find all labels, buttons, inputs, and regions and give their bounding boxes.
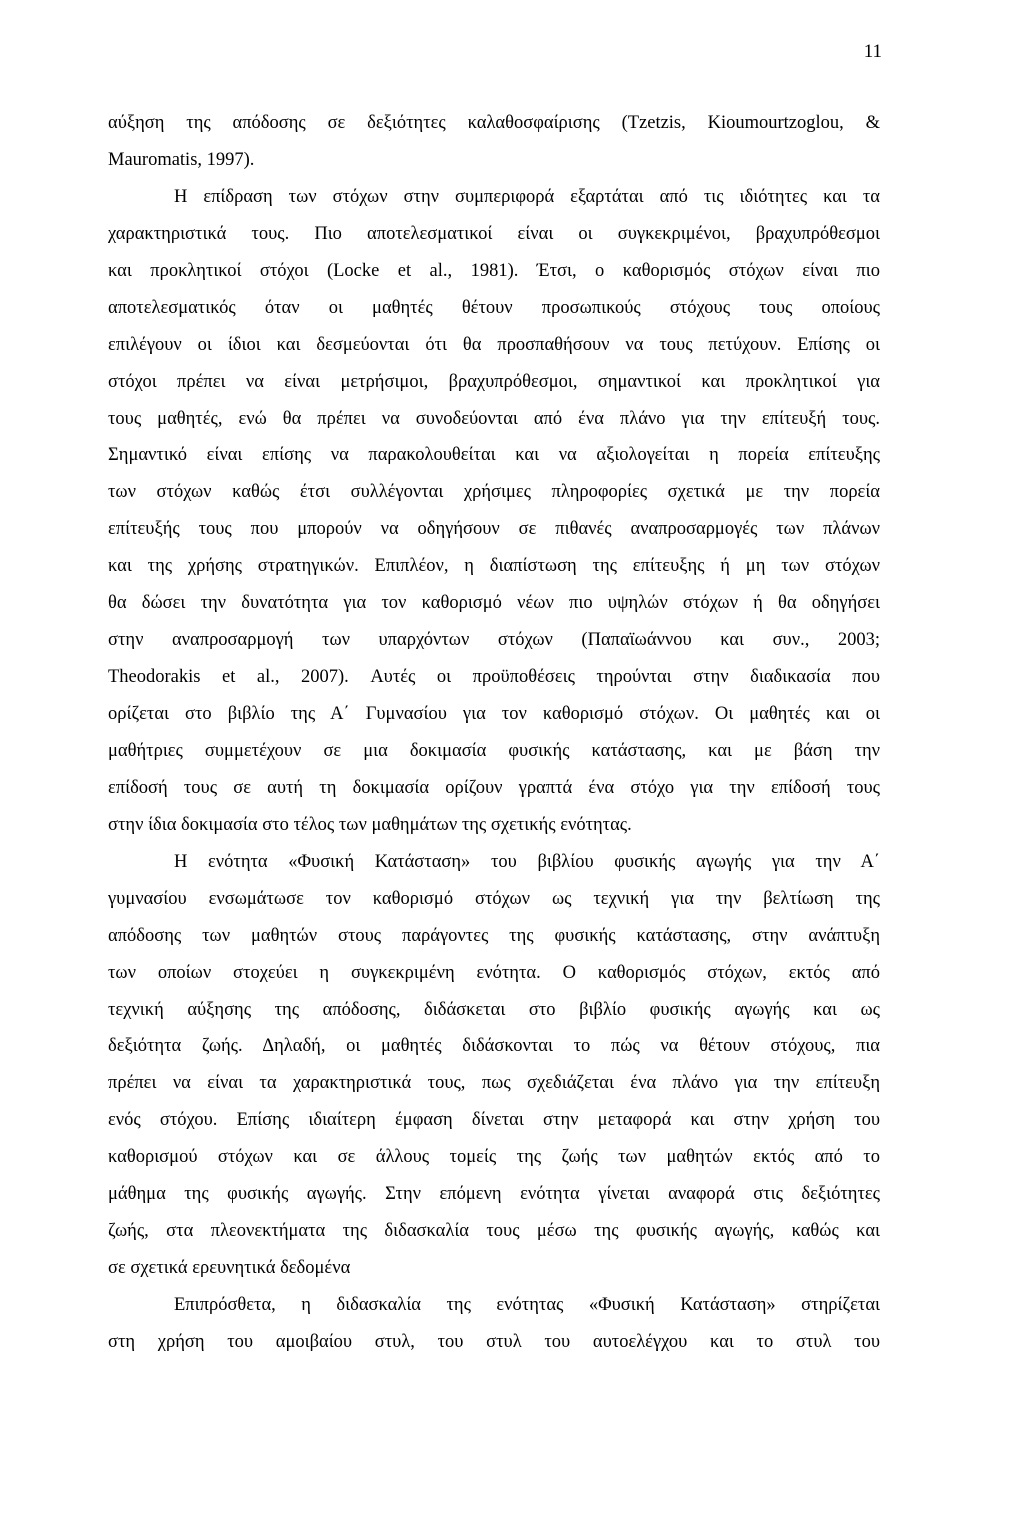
text-line: και της χρήσης στρατηγικών. Επιπλέον, η διαπίστωση της επίτευξης ή μη των στόχων (108, 556, 880, 577)
text-line: ζωής, στα πλεονεκτήματα της διδασκαλία τους μέσω της φυσικής αγωγής, καθώς και (108, 1221, 880, 1242)
text-line: Επιπρόσθετα, η διδασκαλία της ενότητας «Φυσική Κατάσταση» στηρίζεται (174, 1295, 880, 1315)
text-line: στόχοι πρέπει να είναι μετρήσιμοι, βραχυπρόθεσμοι, σημαντικοί και προκλητικοί για (108, 371, 880, 392)
text-line: των στόχων καθώς έτσι συλλέγονται χρήσιμες πληροφορίες σχετικά με την πορεία (108, 482, 880, 503)
text-line: στην αναπροσαρμογή των υπαρχόντων στόχων (Παπαϊωάννου και συν., 2003; (108, 630, 880, 651)
text-line: Η επίδραση των στόχων στην συμπεριφορά εξαρτάται από τις ιδιότητες και τα (174, 186, 880, 207)
text-line: τους μαθητές, ενώ θα πρέπει να συνοδεύονται από ένα πλάνο για την επίτευξή τους. (108, 408, 880, 429)
text-line: πρέπει να είναι τα χαρακτηριστικά τους, πως σχεδιάζεται ένα πλάνο για την επίτευξη (108, 1073, 880, 1094)
text-line: Σημαντικό είναι επίσης να παρακολουθείται και να αξιολογείται η πορεία επίτευξης (108, 445, 880, 466)
text-line: επίδοσή τους σε αυτή τη δοκιμασία ορίζουν γραπτά ένα στόχο για την επίδοσή τους (108, 777, 880, 798)
text-line: ενός στόχου. Επίσης ιδιαίτερη έμφαση δίνεται στην μεταφορά και στην χρήση του (108, 1110, 880, 1131)
text-line: στην ίδια δοκιμασία στο τέλος των μαθημάτων της σχετικής ενότητας. (108, 814, 632, 835)
text-line: στη χρήση του αμοιβαίου στυλ, του στυλ του αυτοελέγχου και το στυλ του (108, 1331, 880, 1352)
text-line: των οποίων στοχεύει η συγκεκριμένη ενότητα. Ο καθορισμός στόχων, εκτός από (108, 962, 880, 983)
document-body (108, 111, 880, 1367)
text-line: μάθημα της φυσικής αγωγής. Στην επόμενη ενότητα γίνεται αναφορά στις δεξιότητες (108, 1184, 880, 1205)
text-line: δεξιότητα ζωής. Δηλαδή, οι μαθητές διδάσκονται το πώς να θέτουν στόχους, πια (108, 1036, 880, 1057)
page-number: 11 (863, 41, 882, 62)
text-line: καθορισμού στόχων και σε άλλους τομείς της ζωής των μαθητών εκτός από το (108, 1147, 880, 1168)
text-line: Mauromatis, 1997). (108, 149, 255, 170)
text-line: Η ενότητα «Φυσική Κατάσταση» του βιβλίου φυσικής αγωγής για την Α΄ (174, 851, 880, 872)
text-line: σε σχετικά ερευνητικά δεδομένα (108, 1258, 351, 1279)
text-line: αύξηση της απόδοσης σε δεξιότητες καλαθοσφαίρισης (Tzetzis, Kioumourtzoglou, & (108, 113, 880, 133)
text-line: επιλέγουν οι ίδιοι και δεσμεύονται ότι θα προσπαθήσουν να τους πετύχουν. Επίσης οι (108, 334, 880, 355)
text-line: απόδοσης των μαθητών στους παράγοντες της φυσικής κατάστασης, στην ανάπτυξη (108, 925, 880, 946)
text-line: χαρακτηριστικά τους. Πιο αποτελεσματικοί είναι οι συγκεκριμένοι, βραχυπρόθεσμοι (108, 223, 880, 244)
text-line: Theodorakis et al., 2007). Αυτές οι προϋποθέσεις τηρούνται στην διαδικασία που (108, 667, 880, 688)
text-line: αποτελεσματικός όταν οι μαθητές θέτουν προσωπικούς στόχους τους οποίους (108, 297, 880, 318)
text-line: και προκλητικοί στόχοι (Locke et al., 1981). Έτσι, ο καθορισμός στόχων είναι πιο (108, 260, 880, 281)
text-line: μαθήτριες συμμετέχουν σε μια δοκιμασία φυσικής κατάστασης, και με βάση την (108, 740, 880, 761)
text-line: επίτευξής τους που μπορούν να οδηγήσουν σε πιθανές αναπροσαρμογές των πλάνων (108, 519, 880, 540)
text-line: ορίζεται στο βιβλίο της Α΄ Γυμνασίου για τον καθορισμό στόχων. Οι μαθητές και οι (108, 704, 880, 724)
text-line: θα δώσει την δυνατότητα για τον καθορισμό νέων πιο υψηλών στόχων ή θα οδηγήσει (108, 593, 880, 614)
text-line: γυμνασίου ενσωμάτωσε τον καθορισμό στόχων ως τεχνική για την βελτίωση της (108, 888, 880, 909)
text-line: τεχνική αύξησης της απόδοσης, διδάσκεται στο βιβλίο φυσικής αγωγής και ως (108, 999, 880, 1020)
